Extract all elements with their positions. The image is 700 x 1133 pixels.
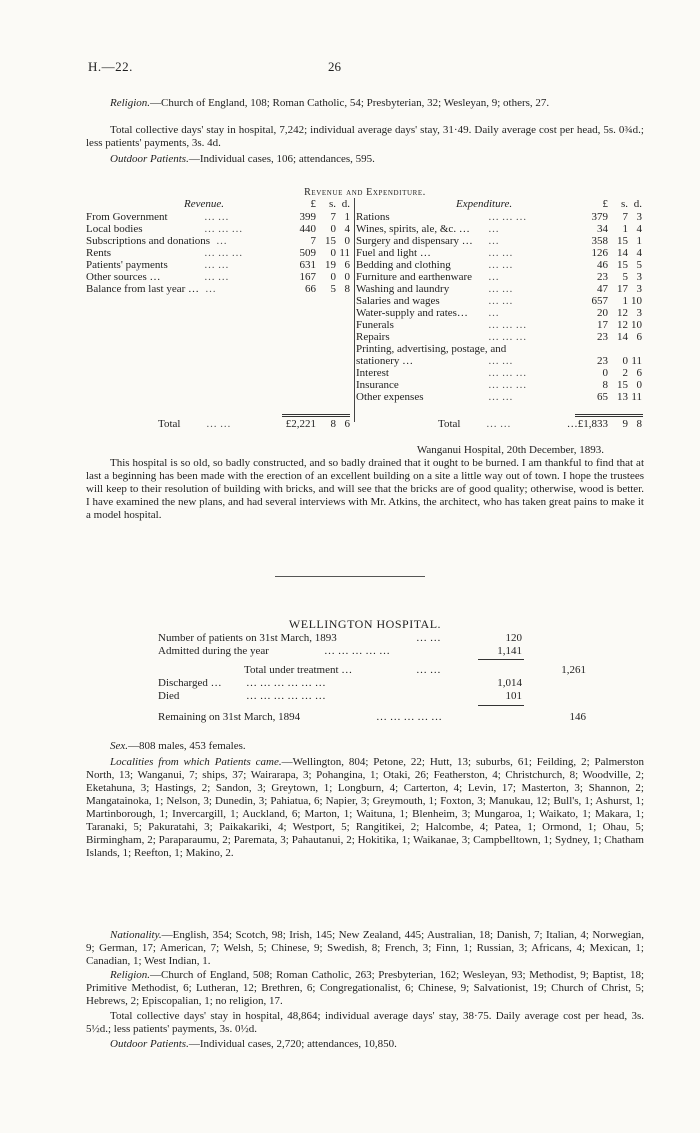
expenditure-shillings: 1 bbox=[622, 223, 628, 235]
page-number: 26 bbox=[328, 59, 341, 74]
revenue-label: Other sources … bbox=[86, 271, 161, 283]
revenue-rows bbox=[86, 211, 352, 295]
expenditure-total-shillings: 9 bbox=[622, 418, 628, 430]
wellington-religion: Religion.—Church of England, 508; Roman Catholic, 263; Presbyterian, 162; Wesleyan, 93; Methodist, 9; Baptist, 18; Primitive Methodist, 6; Lutheran, 12; Brethren, 6; Congregationalist, 6; Chinese, 9; Salvationist, 19; Church of Christ, 5; Hebrews, 2; Episcopalian, 1; no religion, 17. bbox=[86, 969, 644, 1007]
wellington-localities: Localities from which Patients came.—Wellington, 804; Petone, 22; Hutt, 13; suburbs, 61; Feilding, 2; Palmerston North, 13; Wanganui, 7; ships, 37; Wairarapa, 3; Pohangina, 1; Otaki, 26; Featherston, 4; Christchurch, 8; Woodville, 2; Eketahuna, 3; Hastings, 2; Sandon, 3; Greytown, 1; Longburn, 4; Carterton, 4; Levin, 17; Masterton, 3; Shannon, 2; Mangatainoka, 1; Nelson, 3; Dunedin, 3; Pahiatua, 6; Napier, 3; Greymouth, 1; Foxton, 3; Manukau, 12; Bull's, 1; Ashurst, 1; Martinborough, 1; Invercargill, 1; Auckland, 6; Marton, 1; Waituna, 1; Blenheim, 3; Mungaroa, 1; Waikato, 1; Makara, 1; Taranaki, 5; Pakuratahi, 3; Paikakariki, 4; Westport, 5; Rangitikei, 2; Halcombe, 4; Patea, 1; Ormond, 1; Ohau, 5; Birmingham, 2; Paraparaumu, 2; Paremata, 3; Pahautanui, 2; Hokitika, 1; Waikanae, 3; Campbelltown, 1; Sydney, 1; Chatham Islands, 1; Reefton, 1; Makino, 2. bbox=[86, 756, 645, 859]
expenditure-pounds: 20 bbox=[597, 307, 608, 319]
subtotal-rule bbox=[478, 659, 524, 661]
document-code: H.—22. bbox=[88, 59, 133, 74]
expenditure-pounds: 23 bbox=[597, 271, 608, 283]
expenditure-pence: 1 bbox=[636, 235, 642, 247]
expenditure-row: Surgery and dispensary … … 358 15 1 bbox=[356, 235, 642, 247]
expenditure-row: Other expenses … … 65 13 11 bbox=[356, 391, 642, 403]
stat-row-discharged: Discharged … … … … … … … 1,014 bbox=[158, 677, 522, 689]
expenditure-pence: 3 bbox=[636, 283, 642, 295]
revenue-pounds: 399 bbox=[299, 211, 316, 223]
section-divider bbox=[275, 576, 425, 578]
revenue-row: From Government … … 399 7 1 bbox=[86, 211, 350, 223]
pounds-header: £ bbox=[602, 198, 608, 210]
expenditure-pence: 0 bbox=[636, 379, 642, 391]
stat-row-total-under-treatment: Total under treatment … … … 1,261 bbox=[244, 664, 586, 676]
expenditure-pounds: 17 bbox=[597, 319, 608, 331]
revenue-label: From Government bbox=[86, 211, 168, 223]
revenue-row: Rents … … … 509 0 11 bbox=[86, 247, 350, 259]
revenue-heading: Revenue. bbox=[184, 198, 224, 210]
expenditure-row: Insurance … … … 8 15 0 bbox=[356, 379, 642, 391]
page-header bbox=[88, 60, 628, 78]
outdoor-label: Outdoor Patients. bbox=[110, 153, 189, 165]
expenditure-total-row: Total … … …£1,833 9 8 bbox=[438, 418, 642, 430]
expenditure-row: Interest … … … 0 2 6 bbox=[356, 367, 642, 379]
stat-row-admitted: Admitted during the year … … … … … 1,141 bbox=[158, 645, 522, 657]
revenue-pence: 6 bbox=[344, 259, 350, 271]
wellington-stats bbox=[86, 632, 644, 724]
expenditure-pounds: 379 bbox=[591, 211, 608, 223]
expenditure-shillings: 15 bbox=[617, 235, 628, 247]
wellington-nationality: Nationality.—English, 354; Scotch, 98; Irish, 145; New Zealand, 445; Australian, 18; Danish, 7; Italian, 4; Norwegian, 9; German, 17; American, 7; Welsh, 5; Chinese, 9; Swedish, 8; French, 3; Finn, 1; Russian, 3; Africans, 4; Mexican, 1; Canadian, 1; West Indian, 1. bbox=[86, 929, 644, 967]
outdoor-text: —Individual cases, 106; attendances, 595. bbox=[188, 153, 375, 165]
expenditure-pence: 11 bbox=[631, 355, 642, 367]
expenditure-shillings: 1 bbox=[622, 295, 628, 307]
religion-label: Religion. bbox=[110, 97, 151, 109]
expenditure-pence: 10 bbox=[631, 319, 642, 331]
expenditure-shillings: 17 bbox=[617, 283, 628, 295]
expenditure-pounds: 8 bbox=[602, 379, 608, 391]
expenditure-shillings: 7 bbox=[622, 211, 628, 223]
expenditure-pounds: 657 bbox=[591, 295, 608, 307]
wanganui-outdoor bbox=[86, 153, 644, 166]
expenditure-column bbox=[356, 198, 644, 434]
report-body: This hospital is so old, so badly constructed, and so badly drained that it ought to be burned. I am thankful to find that at last a beginning has been made with the erection of an excellent building on a site a little way out of town. I hope the trustees will keep to their resolution of building with bricks, and will see that the bricks are of good quality; otherwise, wood is better. I have examined the new plans, and had several interviews with Mr. Atkins, the architect, who has taken great pains to make it a model hospital. bbox=[86, 457, 644, 521]
expenditure-pounds: 23 bbox=[597, 331, 608, 343]
revenue-row: Balance from last year … … 66 5 8 bbox=[86, 283, 350, 295]
expenditure-shillings: 0 bbox=[622, 355, 628, 367]
expenditure-shillings: 2 bbox=[622, 367, 628, 379]
expenditure-row: Water-supply and rates… … 20 12 3 bbox=[356, 307, 642, 319]
expenditure-pence: 6 bbox=[636, 367, 642, 379]
expenditure-row: Washing and laundry … … 47 17 3 bbox=[356, 283, 642, 295]
revenue-shillings: 0 bbox=[330, 223, 336, 235]
revenue-shillings: 19 bbox=[325, 259, 336, 271]
revenue-row: Patients' payments … … 631 19 6 bbox=[86, 259, 350, 271]
expenditure-shillings: 12 bbox=[617, 319, 628, 331]
religion-text: —Church of England, 108; Roman Catholic, 54; Presbyterian, 32; Wesleyan, 9; others, 27. bbox=[150, 97, 550, 109]
expenditure-pounds: 126 bbox=[591, 247, 608, 259]
finance-table bbox=[86, 198, 644, 434]
wellington-outdoor: Outdoor Patients.—Individual cases, 2,720; attendances, 10,850. bbox=[110, 1038, 397, 1050]
revenue-pence: 11 bbox=[339, 247, 350, 259]
expenditure-label: stationery … bbox=[356, 355, 414, 367]
expenditure-shillings: 13 bbox=[617, 391, 628, 403]
wellington-stay: Total collective days' stay in hospital, 48,864; individual average days' stay, 38·75. Daily average cost per head, 3s. 5½d.; less patients' payments, 3s. 0½d. bbox=[86, 1010, 644, 1035]
expenditure-row: Funerals … … … 17 12 10 bbox=[356, 319, 642, 331]
deductions-rule bbox=[478, 705, 524, 707]
revenue-pounds: 167 bbox=[299, 271, 316, 283]
expenditure-label: Bedding and clothing bbox=[356, 259, 451, 271]
expenditure-label: Wines, spirits, ale, &c. … bbox=[356, 223, 470, 235]
expenditure-pence: 10 bbox=[631, 295, 642, 307]
revenue-pounds: 66 bbox=[305, 283, 316, 295]
expenditure-row: Bedding and clothing … … 46 15 5 bbox=[356, 259, 642, 271]
shillings-header: s. bbox=[620, 198, 628, 210]
revenue-row: Local bodies … … … 440 0 4 bbox=[86, 223, 350, 235]
stat-row-patients-1893: Number of patients on 31st March, 1893 … … 120 bbox=[158, 632, 522, 644]
expenditure-row: Furniture and earthenware … 23 5 3 bbox=[356, 271, 642, 283]
shillings-header: s. bbox=[328, 198, 336, 210]
expenditure-label: Furniture and earthenware bbox=[356, 271, 473, 283]
expenditure-label: Insurance bbox=[356, 379, 399, 391]
finance-title: Revenue and Expenditure. bbox=[304, 187, 426, 198]
expenditure-total-pounds: …£1,833 bbox=[566, 418, 608, 430]
expenditure-pence: 4 bbox=[636, 247, 642, 259]
revenue-row: Other sources … … … 167 0 0 bbox=[86, 271, 350, 283]
expenditure-row: Salaries and wages … … 657 1 10 bbox=[356, 295, 642, 307]
stat-row-remaining: Remaining on 31st March, 1894 … … … … … 146 bbox=[158, 711, 586, 723]
expenditure-label: Funerals bbox=[356, 319, 394, 331]
revenue-total-pounds: £2,221 bbox=[285, 418, 316, 430]
revenue-total-pence: 6 bbox=[344, 418, 350, 430]
expenditure-shillings: 15 bbox=[617, 379, 628, 391]
expenditure-label: Interest bbox=[356, 367, 389, 379]
expenditure-shillings: 15 bbox=[617, 259, 628, 271]
revenue-label: Rents bbox=[86, 247, 112, 259]
revenue-label: Balance from last year … bbox=[86, 283, 200, 295]
expenditure-pence: 6 bbox=[636, 331, 642, 343]
expenditure-pounds: 358 bbox=[591, 235, 608, 247]
expenditure-pounds: 46 bbox=[597, 259, 608, 271]
wanganui-religion bbox=[86, 97, 644, 110]
expenditure-label: Other expenses bbox=[356, 391, 424, 403]
wellington-title: WELLINGTON HOSPITAL. bbox=[288, 617, 442, 631]
pounds-header: £ bbox=[310, 198, 316, 210]
expenditure-label: Surgery and dispensary … bbox=[356, 235, 473, 247]
expenditure-shillings: 14 bbox=[617, 247, 628, 259]
revenue-pounds: 509 bbox=[299, 247, 316, 259]
expenditure-label: Fuel and light … bbox=[356, 247, 431, 259]
revenue-total-shillings: 8 bbox=[330, 418, 336, 430]
pence-header: d. bbox=[633, 198, 642, 210]
expenditure-row: Repairs … … … 23 14 6 bbox=[356, 331, 642, 343]
revenue-pounds: 7 bbox=[310, 235, 316, 247]
expenditure-row: Rations … … … 379 7 3 bbox=[356, 211, 642, 223]
expenditure-shillings: 5 bbox=[622, 271, 628, 283]
expenditure-pounds: 65 bbox=[597, 391, 608, 403]
revenue-shillings: 5 bbox=[330, 283, 336, 295]
expenditure-label: Printing, advertising, postage, and bbox=[356, 343, 507, 355]
expenditure-pence: 3 bbox=[636, 211, 642, 223]
expenditure-label: Rations bbox=[356, 211, 390, 223]
pence-header: d. bbox=[341, 198, 350, 210]
revenue-total-row: Total … … £2,221 8 6 bbox=[158, 418, 350, 430]
report-place-date: Wanganui Hospital, 20th December, 1893. bbox=[416, 444, 604, 456]
revenue-pounds: 631 bbox=[299, 259, 316, 271]
expenditure-pounds: 34 bbox=[597, 223, 608, 235]
expenditure-pounds: 23 bbox=[597, 355, 608, 367]
revenue-row: Subscriptions and donations … 7 15 0 bbox=[86, 235, 350, 247]
revenue-pence: 0 bbox=[344, 235, 350, 247]
wellington-sex: Sex.—808 males, 453 females. bbox=[110, 740, 246, 752]
expenditure-label: Washing and laundry bbox=[356, 283, 450, 295]
expenditure-row: Wines, spirits, ale, &c. … … 34 1 4 bbox=[356, 223, 642, 235]
revenue-label: Patients' payments bbox=[86, 259, 168, 271]
revenue-pounds: 440 bbox=[299, 223, 316, 235]
wanganui-stay bbox=[86, 124, 644, 150]
column-divider bbox=[354, 198, 355, 422]
revenue-label: Local bodies bbox=[86, 223, 143, 235]
expenditure-pounds: 0 bbox=[602, 367, 608, 379]
expenditure-pence: 11 bbox=[631, 391, 642, 403]
expenditure-pence: 3 bbox=[636, 271, 642, 283]
revenue-shillings: 15 bbox=[325, 235, 336, 247]
revenue-pence: 0 bbox=[344, 271, 350, 283]
expenditure-heading: Expenditure. bbox=[456, 198, 513, 210]
revenue-column bbox=[86, 198, 352, 434]
expenditure-total-label: Total bbox=[438, 418, 461, 430]
expenditure-row: Fuel and light … … … 126 14 4 bbox=[356, 247, 642, 259]
expenditure-pence: 5 bbox=[636, 259, 642, 271]
expenditure-pence: 3 bbox=[636, 307, 642, 319]
revenue-pence: 4 bbox=[344, 223, 350, 235]
expenditure-pounds: 47 bbox=[597, 283, 608, 295]
expenditure-row: stationery … … … 23 0 11 bbox=[356, 355, 642, 367]
expenditure-label: Salaries and wages bbox=[356, 295, 440, 307]
expenditure-pence: 4 bbox=[636, 223, 642, 235]
revenue-total-label: Total bbox=[158, 418, 181, 430]
expenditure-label: Water-supply and rates… bbox=[356, 307, 468, 319]
revenue-shillings: 0 bbox=[330, 271, 336, 283]
expenditure-rows bbox=[356, 211, 644, 403]
expenditure-shillings: 12 bbox=[617, 307, 628, 319]
revenue-pence: 8 bbox=[344, 283, 350, 295]
stat-row-died: Died … … … … … … 101 bbox=[158, 690, 522, 702]
revenue-shillings: 7 bbox=[330, 211, 336, 223]
expenditure-total-pence: 8 bbox=[636, 418, 642, 430]
revenue-shillings: 0 bbox=[330, 247, 336, 259]
revenue-pence: 1 bbox=[344, 211, 350, 223]
stay-text: Total collective days' stay in hospital, 7,242; individual average days' stay, 31·49. Daily average cost per head, 5s. 0¾d.; less patients' payments, 3s. 4d. bbox=[86, 124, 644, 149]
expenditure-shillings: 14 bbox=[617, 331, 628, 343]
expenditure-row bbox=[356, 343, 644, 355]
expenditure-label: Repairs bbox=[356, 331, 390, 343]
revenue-label: Subscriptions and donations bbox=[86, 235, 211, 247]
